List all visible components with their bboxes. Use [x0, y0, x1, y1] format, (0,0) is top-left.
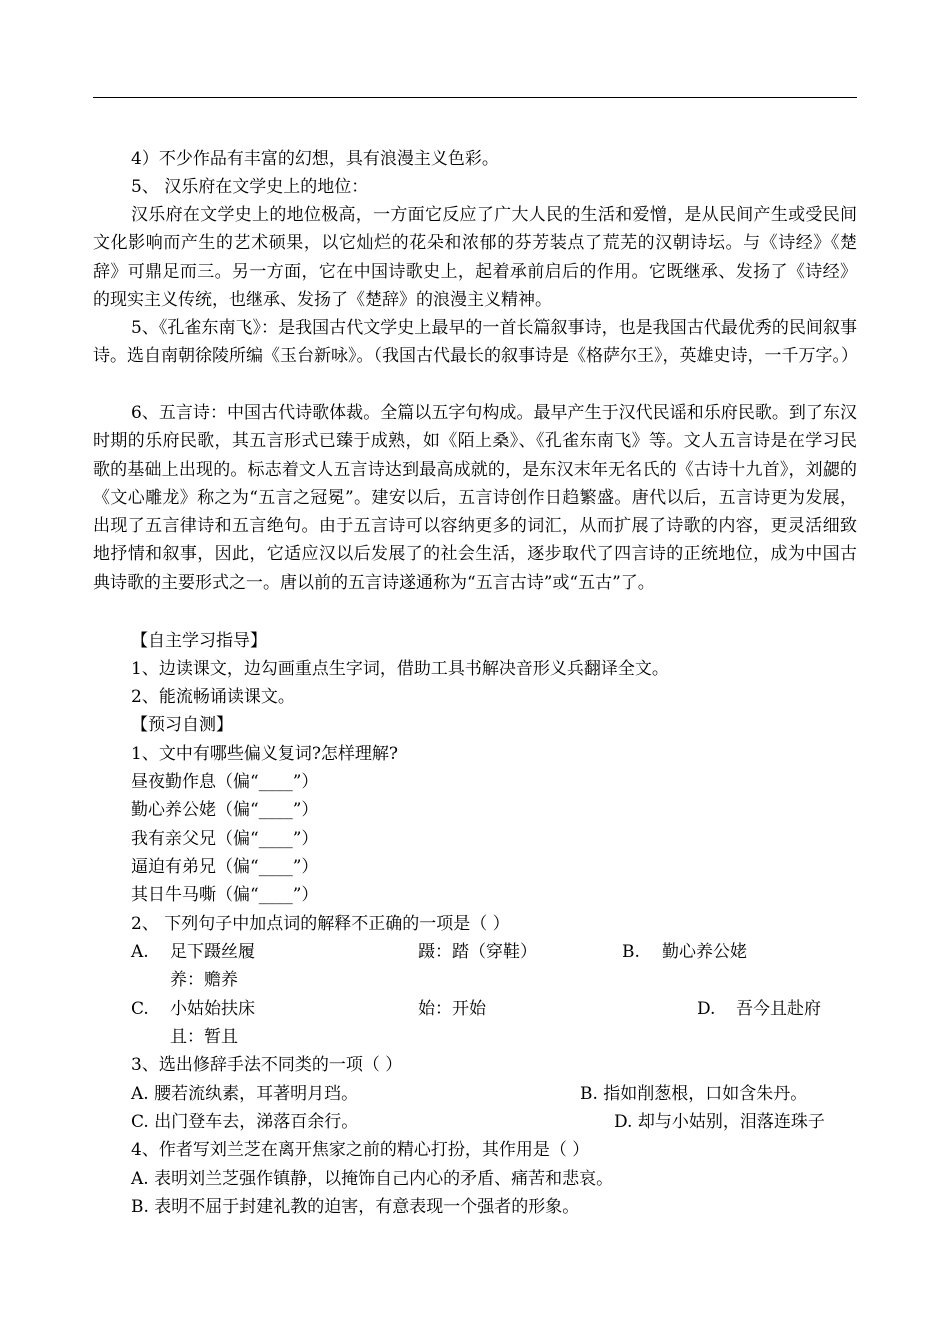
question: 4、作者写刘兰芝在离开焦家之前的精心打扮，其作用是（ ）	[131, 1140, 590, 1160]
option-text: 吾今且赴府	[736, 999, 821, 1019]
option-explanation: 蹑：踏（穿鞋）	[418, 942, 537, 962]
paragraph-kongque: 5、《孔雀东南飞》：是我国古代文学史上最早的一首长篇叙事诗，也是我国古代最优秀的民间叙事诗。选自南朝徐陵所编《玉台新咏》。（我国古代最长的叙事诗是《格萨尔王》，英雄史诗，一千万字。）	[93, 318, 858, 367]
fill-item: 其日牛马嘶（偏“____”）	[131, 885, 319, 905]
option: B. 表明不屈于封建礼教的迫害，有意表现一个强者的形象。	[131, 1197, 580, 1217]
option-label: D.	[697, 999, 716, 1019]
guide-item: 2、能流畅诵读课文。	[131, 687, 295, 707]
text-line: 4）不少作品有丰富的幻想，具有浪漫主义色彩。	[131, 149, 499, 169]
question: 2、 下列句子中加点词的解释不正确的一项是（ ）	[131, 914, 510, 934]
fill-item: 昼夜勤作息（偏“____”）	[131, 772, 319, 792]
fill-item: 勤心养公姥（偏“____”）	[131, 800, 319, 820]
option: D. 却与小姑别，泪落连珠子	[614, 1112, 825, 1132]
fill-item: 我有亲父兄（偏“____”）	[131, 829, 319, 849]
option: C. 出门登车去，涕落百余行。	[131, 1112, 359, 1132]
paragraph-han-yuefu: 汉乐府在文学史上的地位极高，一方面它反应了广大人民的生活和爱憎，是从民间产生或受民间文化影响而产生的艺术硕果，以它灿烂的花朵和浓郁的芬芳装点了荒芜的汉朝诗坛。与《诗经》《楚辞》可鼎足而三。另一方面，它在中国诗歌史上，起着承前启后的作用。它既继承、发扬了《诗经》的现实主义传统，也继承、发扬了《楚辞》的浪漫主义精神。	[93, 205, 857, 310]
option: A. 腰若流纨素，耳著明月珰。	[131, 1084, 359, 1104]
option-explanation: 养：赡养	[170, 970, 238, 990]
option: B. 指如削葱根，口如含朱丹。	[580, 1084, 808, 1104]
option-explanation: 且：暂且	[170, 1027, 238, 1047]
section-heading: 【自主学习指导】	[131, 631, 267, 651]
section-heading: 【预习自测】	[131, 715, 233, 735]
option-label: B.	[622, 942, 640, 962]
option-text: 足下蹑丝履	[170, 942, 255, 962]
section-heading: 5、 汉乐府在文学史上的地位：	[131, 177, 369, 197]
option-label: A.	[131, 942, 149, 962]
option-text: 小姑始扶床	[170, 999, 255, 1019]
fill-item: 逼迫有弟兄（偏“____”）	[131, 857, 319, 877]
guide-item: 1、边读课文，边勾画重点生字词，借助工具书解决音形义兵翻译全文。	[131, 659, 669, 679]
option-text: 勤心养公姥	[662, 942, 747, 962]
question: 1、文中有哪些偏义复词?怎样理解?	[131, 744, 399, 764]
question: 3、选出修辞手法不同类的一项（ ）	[131, 1055, 403, 1075]
option-explanation: 始：开始	[418, 999, 486, 1019]
header-rule	[93, 97, 857, 98]
option-label: C.	[131, 999, 149, 1019]
paragraph-wuyan: 6、五言诗：中国古代诗歌体裁。全篇以五字句构成。最早产生于汉代民谣和乐府民歌。到了东汉时期的乐府民歌，其五言形式已臻于成熟，如《陌上桑》、《孔雀东南飞》等。文人五言诗是在学习民歌的基础上出现的。标志着文人五言诗达到最高成就的，是东汉末年无名氏的《古诗十九首》，刘勰的《文心雕龙》称之为“五言之冠冕”。建安以后，五言诗创作日趋繁盛。唐代以后，五言诗更为发展，出现了五言律诗和五言绝句。由于五言诗可以容纳更多的词汇，从而扩展了诗歌的内容，更灵活细致地抒情和叙事，因此，它适应汉以后发展了的社会生活，逐步取代了四言诗的正统地位，成为中国古典诗歌的主要形式之一。唐以前的五言诗遂通称为“五言古诗”或“五古”了。	[93, 403, 857, 593]
option: A. 表明刘兰芝强作镇静，以掩饰自己内心的矛盾、痛苦和悲哀。	[131, 1169, 614, 1189]
